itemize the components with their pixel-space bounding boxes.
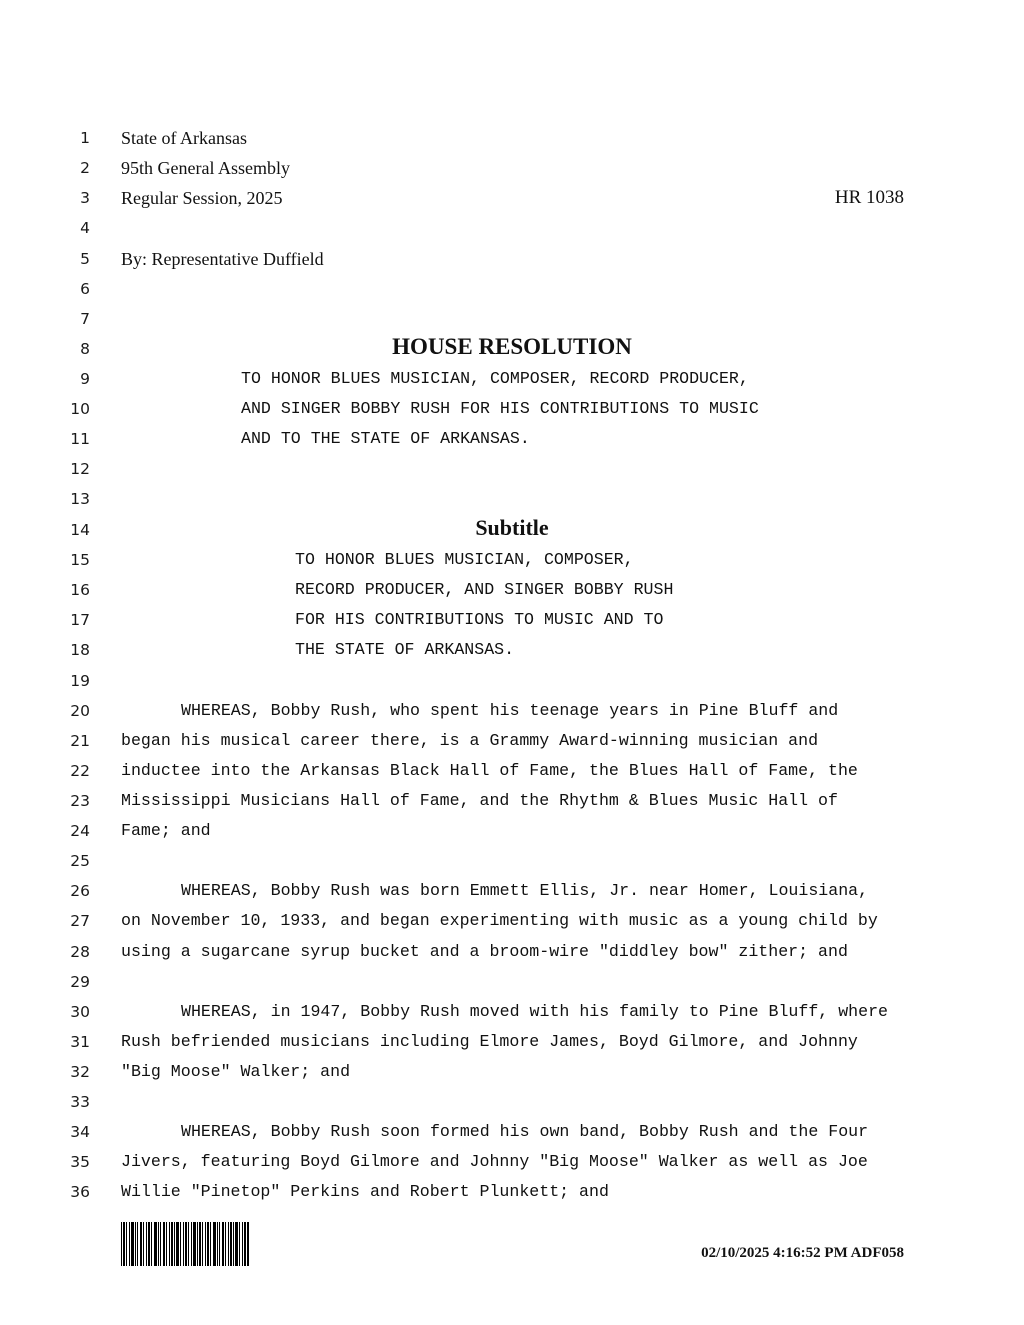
line-number: 10 [70,400,90,418]
line-number: 11 [70,430,90,448]
line-number: 19 [70,672,90,690]
body-line: WHEREAS, in 1947, Bobby Rush moved with his family to Pine Bluff, where [181,1002,889,1021]
line-number: 7 [80,310,90,328]
line-number: 24 [70,822,90,840]
line-number: 13 [70,490,90,508]
line-number: 33 [70,1093,90,1111]
body-line: Mississippi Musicians Hall of Fame, and the Rhythm & Blues Music Hall of [121,791,838,810]
line-number: 30 [70,1003,90,1021]
line-number: 25 [70,852,90,870]
subtitle-heading: Subtitle [475,515,549,540]
line-number: 21 [70,732,90,750]
body-line: WHEREAS, Bobby Rush soon formed his own band, Bobby Rush and the Four [181,1122,869,1141]
line-number: 17 [70,611,90,629]
line-number: 36 [70,1183,90,1201]
general-assembly: 95th General Assembly [121,158,290,178]
body-line: WHEREAS, Bobby Rush, who spent his teenage years in Pine Bluff and [181,701,839,720]
line-number: 8 [80,340,90,358]
bill-id: HR 1038 [834,187,904,208]
line-number: 6 [80,280,90,298]
line-number: 18 [70,641,90,659]
line-number: 29 [70,973,90,991]
title-line: AND SINGER BOBBY RUSH FOR HIS CONTRIBUTIONS TO MUSIC [241,399,759,418]
title-line: AND TO THE STATE OF ARKANSAS. [241,429,530,448]
line-number: 15 [70,551,90,569]
line-number: 34 [70,1123,90,1141]
line-number: 14 [70,521,90,539]
line-number: 32 [70,1063,90,1081]
body-line: using a sugarcane syrup bucket and a broom-wire "diddley bow" zither; and [121,942,848,961]
body-line: began his musical career there, is a Grammy Award-winning musician and [121,731,819,750]
body-line: Rush befriended musicians including Elmore James, Boyd Gilmore, and Johnny [121,1032,858,1051]
state-name: State of Arkansas [121,128,247,148]
body-line: Fame; and [121,821,211,840]
subtitle-line: RECORD PRODUCER, AND SINGER BOBBY RUSH [295,580,674,599]
line-number: 27 [70,912,90,930]
line-number: 31 [70,1033,90,1051]
line-number: 20 [70,702,90,720]
line-number: 22 [70,762,90,780]
sponsor: By: Representative Duffield [121,249,324,269]
line-number: 3 [80,189,90,207]
body-line: on November 10, 1933, and began experimenting with music as a young child by [121,911,878,930]
session: Regular Session, 2025 [121,188,283,208]
body-line: inductee into the Arkansas Black Hall of Fame, the Blues Hall of Fame, the [121,761,858,780]
body-line: Willie "Pinetop" Perkins and Robert Plunkett; and [121,1182,609,1201]
body-line: WHEREAS, Bobby Rush was born Emmett Ellis, Jr. near Homer, Louisiana, [181,881,869,900]
line-number: 5 [80,250,90,268]
line-number: 23 [70,792,90,810]
subtitle-line: FOR HIS CONTRIBUTIONS TO MUSIC AND TO [295,610,664,629]
subtitle-line: TO HONOR BLUES MUSICIAN, COMPOSER, [295,550,634,569]
line-number: 16 [70,581,90,599]
line-number: 1 [80,129,90,147]
line-number: 26 [70,882,90,900]
subtitle-line: THE STATE OF ARKANSAS. [295,640,515,659]
line-number: 4 [80,219,90,237]
line-number: 28 [70,943,90,961]
line-number: 9 [80,370,90,388]
footer-timestamp: 02/10/2025 4:16:52 PM ADF058 [701,1245,904,1261]
body-line: Jivers, featuring Boyd Gilmore and Johnny "Big Moose" Walker as well as Joe [121,1152,868,1171]
body-line: "Big Moose" Walker; and [121,1062,351,1081]
line-number: 12 [70,460,90,478]
title-line: TO HONOR BLUES MUSICIAN, COMPOSER, RECORD PRODUCER, [241,369,749,388]
line-number: 2 [80,159,90,177]
resolution-heading: HOUSE RESOLUTION [392,334,632,359]
line-number: 35 [70,1153,90,1171]
barcode-icon [121,1222,249,1266]
